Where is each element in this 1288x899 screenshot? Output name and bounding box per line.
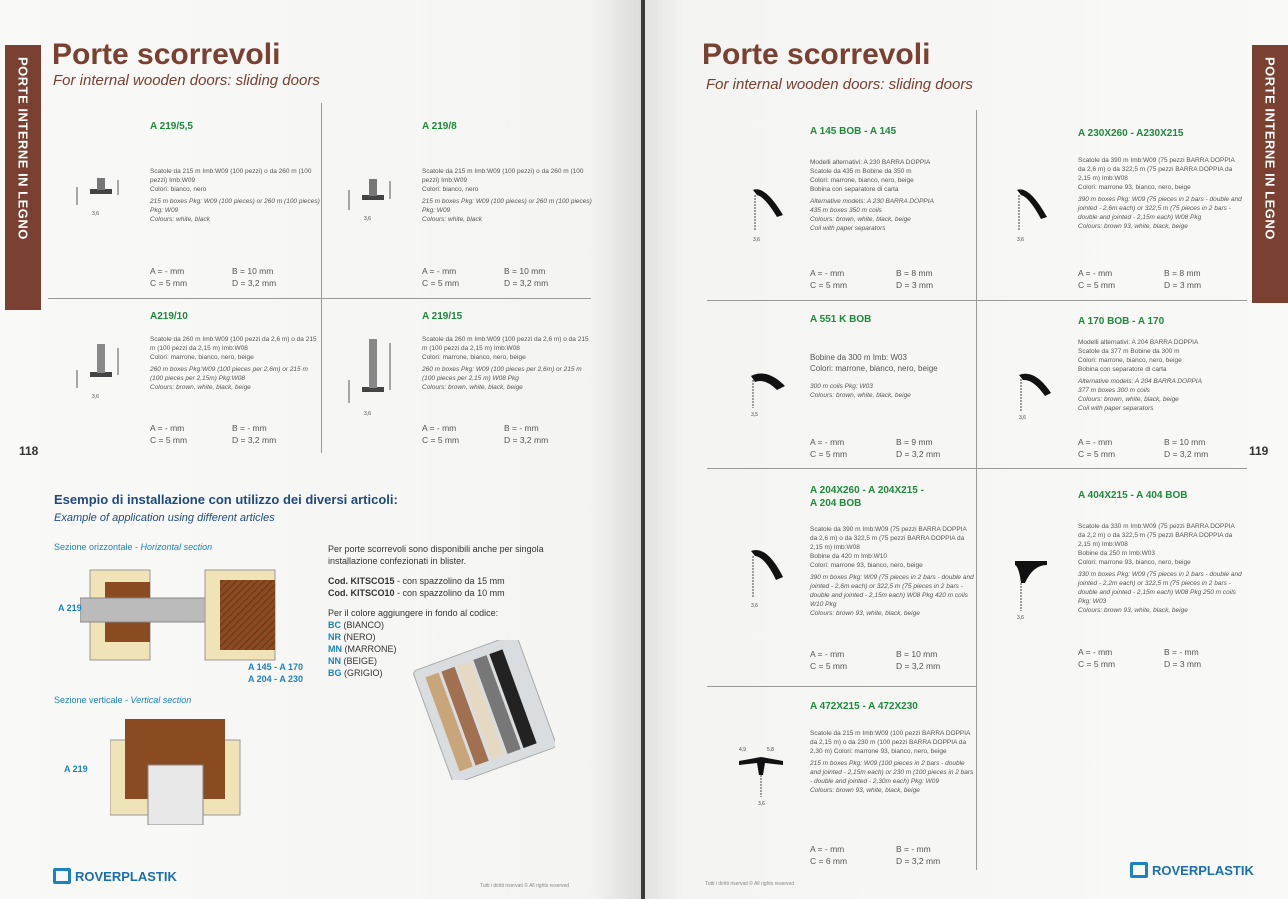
description: Bobine da 300 m Imb: W03 <box>810 353 907 362</box>
description: Scatole da 390 m Imb:W09 (75 pezzi BARRA DOPPIA da 2,6 m) o da 322,5 m (75 pezzi BARRA DOPPIA da 2,15 m) Imb:W08 <box>810 526 967 551</box>
dimensions: A = - mm B = - mm C = 5 mm D = 3 mm <box>1078 647 1202 669</box>
product-card: A 170 BOB - A 170 3,6 Modelli alternativi: A 204 BARRA DOPPIA Scatole da 377 m Bobine da 300 m Colori: marrone, bianco, nero, beige Bobina con separatore di carta Alternative models: A 204 BARRA DOPPIA 377 m boxes 300 m coils Colours: brown, white, black, beige Coil with paper separators A = - mm B = 10 mm C = 5 mm D = 3,2 mm <box>995 308 1245 463</box>
svg-text:3,6: 3,6 <box>758 801 765 807</box>
product-card: A 145 BOB - A 145 3,6 Modelli alternativi: A 230 BARRA DOPPIA Scatole da 435 m Bobine da 350 m Colori: marrone, bianco, nero, beige Bobina con separatore di carta Alternative models: A 230 BARRA DOPPIA 435 m boxes 350 m coils Colours: brown, white, black, beige Coil with paper separators A = - mm B = 8 mm C = 5 mm D = 3 mm <box>725 120 975 295</box>
product-code: A 219/15 <box>422 311 463 322</box>
product-card: A 551 K BOB 3,5 Bobine da 300 m Imb: W03 Colori: marrone, bianco, nero, beige 300 m coils Pkg: W03 Colours: brown, white, black, beige A = - mm B = 9 mm C = 5 mm D = 3,2 mm <box>725 308 975 463</box>
colors: Colori: marrone, bianco, nero, beige <box>150 354 254 361</box>
dimensions: A = - mm B = 8 mm C = 5 mm D = 3 mm <box>1078 268 1202 290</box>
divider <box>707 686 977 687</box>
dimensions: A = - mm B = 10 mm C = 5 mm D = 3,2 mm <box>150 266 277 288</box>
description-en: Alternative models: A 230 BARRA DOPPIA <box>810 198 934 205</box>
logo-icon <box>1130 862 1148 878</box>
blister-info: Per porte scorrevoli sono disponibili anche per singola installazione confezionati in blister. Cod. KITSCO15 - con spazzolino da 15 mm Cod. KITSCO10 - con spazzolino da 10 mm Per il colore aggiungere in fondo al codice: BC (BIANCO) NR (NERO) MN (MARRONE) NN (BEIGE) BG (GRIGIO) <box>328 543 590 679</box>
callout-a219: A 219 <box>58 603 82 613</box>
colors-en: Colours: brown, white, black, beige <box>422 384 523 391</box>
svg-text:4,9: 4,9 <box>739 747 746 753</box>
example-subtitle: Example of application using different articles <box>54 512 275 524</box>
svg-text:3,5: 3,5 <box>751 412 758 418</box>
page-number: 119 <box>1249 444 1269 458</box>
description: Scatole da 215 m Imb:W09 (100 pezzi) o da 260 m (100 pezzi) Imb:W09 <box>150 168 312 184</box>
product-code: A 404X215 - A 404 BOB <box>1078 490 1188 501</box>
description-en: 300 m coils Pkg: W03 <box>810 383 873 390</box>
product-card: A 472X215 - A 472X230 4,9 5,8 3,6 Scatole da 215 m Imb:W09 (100 pezzi BARRA DOPPIA da 2,15 m) o da 230 m (100 pezzi BARRA DOPPIA da 2,30 m) Colori: marrone 93, bianco, nero, beige 215 m boxes Pkg: W09 (100 pieces in 2 bars - double and jointed - 2,15m each) or 230 m (100 pieces in 2 bars - double and jointed - 2,30m each) Pkg: W09 Colours: brown 93, white, black, beige A = - mm B = - mm C = 6 mm D = 3,2 mm <box>725 695 975 870</box>
dimensions: A = - mm B = - mm C = 5 mm D = 3,2 mm <box>150 423 277 445</box>
vertical-section-label: Sezione verticale - Vertical section <box>54 695 192 705</box>
colors-en: Colours: white, black <box>422 216 482 223</box>
product-card: A 204X260 - A 204X215 - A 204 BOB 3,6 Scatole da 390 m Imb:W09 (75 pezzi BARRA DOPPIA da 2,6 m) o da 322,5 m (75 pezzi BARRA DOPPIA da 2,15 m) Imb:W08 Bobine da 420 m Imb:W10 Colori: marrone 93, bianco, nero, beige 390 m boxes Pkg: W09 (75 pieces in 2 bars - double and jointed - 2,6m each) or 322,5 m (75 pieces in 2 bars - double and jointed - 2,15m each) W08 Pkg 420 m coils W10 Pkg Colours: brown 93, white, black, beige A = - mm B = 10 mm C = 5 mm D = 3,2 mm <box>725 478 975 683</box>
description-en: Alternative models: A 204 BARRA DOPPIA <box>1078 378 1202 385</box>
product-code: A219/10 <box>150 311 188 322</box>
side-tab: PORTE INTERNE IN LEGNO <box>5 45 41 310</box>
product-code: A 219/5,5 <box>150 121 193 132</box>
horizontal-section-label: Sezione orizzontale - Horizontal section <box>54 542 213 552</box>
profile-drawing <box>725 175 790 245</box>
colors: Colori: bianco, nero <box>422 186 479 193</box>
svg-text:5,8: 5,8 <box>767 747 774 753</box>
color-code-list: BC (BIANCO) NR (NERO) MN (MARRONE) NN (BEIGE) BG (GRIGIO) <box>328 620 397 678</box>
callout-a145-a170: A 145 - A 170 <box>248 662 304 672</box>
horizontal-section-drawing <box>80 560 280 670</box>
profile-drawing <box>725 735 800 815</box>
product-code: A 170 BOB - A 170 <box>1078 316 1165 327</box>
copyright: Tutti i diritti riservati © All rights reserved <box>480 883 570 889</box>
vertical-section-drawing <box>110 715 250 825</box>
right-page <box>645 0 1288 899</box>
blister-product-image <box>410 640 555 780</box>
company-logo: ROVERPLASTIK <box>53 868 177 884</box>
product-card: A 404X215 - A 404 BOB 3,6 Scatole da 330 m Imb:W09 (75 pezzi BARRA DOPPIA da 2,2 m) o da 322,5 m (75 pezzi BARRA DOPPIA da 2,15 m) Imb:W08 Bobine da 250 m Imb:W03 Colori: marrone 93, bianco, nero, beige 330 m boxes Pkg: W09 (75 pieces in 2 bars - double and jointed - 2,2m each) or 322,5 m (75 pieces in 2 bars - double and jointed - 2,15m each) W08 Pkg 250 m coils Pkg: W03 Colours: brown 93, white, black, beige A = - mm B = - mm C = 5 mm D = 3 mm <box>995 478 1245 683</box>
product-code: A 204X260 - A 204X215 - A 204 BOB <box>810 485 924 509</box>
description: Modelli alternativi: A 230 BARRA DOPPIA <box>810 159 931 166</box>
dimensions: A = - mm B = 10 mm C = 5 mm D = 3,2 mm <box>1078 437 1209 459</box>
page-title: Porte scorrevoli <box>702 38 931 71</box>
svg-text:3,6: 3,6 <box>364 216 371 222</box>
description: Scatole da 390 m Imb:W09 (75 pezzi BARRA DOPPIA da 2,6 m) o da 322,5 m (75 pezzi BARRA DOPPIA da 2,15 m) Imb:W08 <box>1078 157 1235 182</box>
description: Scatole da 215 m Imb:W09 (100 pezzi) o da 260 m (100 pezzi) Imb:W09 <box>422 168 584 184</box>
callout-a219: A 219 <box>64 764 88 774</box>
description: Scatole da 260 m Imb:W09 (100 pezzi da 2,6 m) o da 215 m (100 pezzi da 2,15 m) Imb:W08 <box>422 336 589 352</box>
divider <box>321 103 322 453</box>
svg-text:3,6: 3,6 <box>92 211 99 217</box>
page-subtitle: For internal wooden doors: sliding doors <box>53 72 320 89</box>
product-code: A 230X260 - A230X215 <box>1078 128 1184 139</box>
copyright: Tutti i diritti riservati © All rights reserved <box>705 881 795 887</box>
svg-text:3,6: 3,6 <box>1017 615 1024 621</box>
left-page <box>0 0 641 899</box>
profile-drawing <box>995 353 1060 423</box>
side-tab: PORTE INTERNE IN LEGNO <box>1252 45 1288 303</box>
dimensions: A = - mm B = 10 mm C = 5 mm D = 3,2 mm <box>810 649 941 671</box>
divider <box>707 300 1247 301</box>
svg-text:3,6: 3,6 <box>1019 415 1026 421</box>
svg-text:3,6: 3,6 <box>753 237 760 243</box>
product-code: A 219/8 <box>422 121 457 132</box>
dimensions: A = - mm B = 10 mm C = 5 mm D = 3,2 mm <box>422 266 549 288</box>
divider <box>48 298 591 299</box>
product-code: A 145 BOB - A 145 <box>810 126 897 137</box>
colors-en: Colours: white, black <box>150 216 210 223</box>
page-subtitle: For internal wooden doors: sliding doors <box>706 76 973 93</box>
product-card <box>342 115 592 295</box>
description: Scatole da 330 m Imb:W09 (75 pezzi BARRA DOPPIA da 2,2 m) o da 322,5 m (75 pezzi BARRA DOPPIA da 2,15 m) Imb:W08 <box>1078 523 1235 548</box>
profile-drawing <box>725 533 790 613</box>
description-en: 390 m boxes Pkg: W09 (75 pieces in 2 bars - double and jointed - 2,6m each) or 322,5 m (75 pieces in 2 bars - double and jointed - 2,15m each) W08 Pkg 420 m coils W10 Pkg <box>810 574 974 608</box>
profile-drawing <box>72 175 132 225</box>
svg-text:3,6: 3,6 <box>751 603 758 609</box>
example-title: Esempio di installazione con utilizzo dei diversi articoli: <box>54 492 398 507</box>
colors: Colori: marrone, bianco, nero, beige <box>422 354 526 361</box>
description-en: 260 m boxes Pkg:W09 (100 pieces per 2,6m) or 215 m (100 pieces per 2,15m) Pkg:W08 <box>150 366 308 382</box>
colors-en: Colours: brown, white, black, beige <box>150 384 251 391</box>
dimensions: A = - mm B = - mm C = 5 mm D = 3,2 mm <box>422 423 549 445</box>
description-en: 215 m boxes Pkg: W09 (100 pieces) or 260 m (100 pieces) Pkg: W09 <box>422 198 592 214</box>
profile-drawing <box>72 340 132 410</box>
description-en: 215 m boxes Pkg: W09 (100 pieces in 2 bars - double and jointed - 2,15m each) or 230 m (100 pieces in 2 bars - double and jointed - 2,30m each) Pkg: W09 <box>810 760 974 785</box>
page-number: 118 <box>19 444 39 458</box>
profile-drawing <box>344 335 404 420</box>
product-code: A 551 K BOB <box>810 314 872 325</box>
dimensions: A = - mm B = 9 mm C = 5 mm D = 3,2 mm <box>810 437 941 459</box>
profile-drawing <box>344 175 404 225</box>
colors: Colori: bianco, nero <box>150 186 207 193</box>
logo-icon <box>53 868 71 884</box>
svg-text:3,6: 3,6 <box>92 394 99 400</box>
dimensions: A = - mm B = 8 mm C = 5 mm D = 3 mm <box>810 268 934 290</box>
svg-text:3,6: 3,6 <box>364 411 371 417</box>
description: Scatole da 215 m Imb:W09 (100 pezzi BARRA DOPPIA da 2,15 m) o da 230 m (100 pezzi BARRA DOPPIA da 2,30 m) Colori: marrone 93, bianco, nero, beige <box>810 730 971 755</box>
callout-a204-a230: A 204 - A 230 <box>248 674 304 684</box>
page-title: Porte scorrevoli <box>52 38 281 71</box>
description: Scatole da 260 m Imb:W09 (100 pezzi da 2,6 m) o da 215 m (100 pezzi da 2,15 m) Imb:W08 <box>150 336 317 352</box>
description-en: 215 m boxes Pkg: W09 (100 pieces) or 260 m (100 pieces) Pkg: W09 <box>150 198 320 214</box>
profile-drawing <box>995 175 1060 245</box>
description: Modelli alternativi: A 204 BARRA DOPPIA <box>1078 339 1199 346</box>
divider <box>707 468 1247 469</box>
product-card <box>70 305 320 455</box>
description-en: 260 m boxes Pkg: W09 (100 pieces per 2,6m) or 215 m (100 pieces per 2,15 m) W08 Pkg <box>422 366 582 382</box>
svg-text:3,6: 3,6 <box>1017 237 1024 243</box>
company-logo: ROVERPLASTIK <box>1130 862 1254 878</box>
product-card: A 230X260 - A230X215 3,6 Scatole da 390 m Imb:W09 (75 pezzi BARRA DOPPIA da 2,6 m) o da 322,5 m (75 pezzi BARRA DOPPIA da 2,15 m) Imb:W08 Colori: marrone 93, bianco, nero, beige 390 m boxes Pkg: W09 (75 pieces in 2 bars - double and jointed - 2,6m each) or 322,5 m (75 pieces in 2 bars - double and jointed - 2,15m each) W08 Pkg Colours: brown 93, white, black, beige A = - mm B = 8 mm C = 5 mm D = 3 mm <box>995 120 1245 295</box>
dimensions: A = - mm B = - mm C = 6 mm D = 3,2 mm <box>810 844 941 866</box>
profile-drawing <box>725 348 790 418</box>
description-en: 330 m boxes Pkg: W09 (75 pieces in 2 bars - double and jointed - 2,2m each) or 322,5 m (75 pieces in 2 bars - double and jointed - 2,15m each) W08 Pkg 250 m coils Pkg: W03 <box>1078 571 1242 605</box>
divider <box>976 110 977 870</box>
product-card <box>342 305 592 455</box>
product-code: A 472X215 - A 472X230 <box>810 701 918 712</box>
product-card <box>70 115 320 295</box>
profile-drawing <box>995 543 1060 623</box>
description-en: 390 m boxes Pkg: W09 (75 pieces in 2 bars - double and jointed - 2,6m each) or 322,5 m (75 pieces in 2 bars - double and jointed - 2,15m each) W08 Pkg <box>1078 196 1242 221</box>
